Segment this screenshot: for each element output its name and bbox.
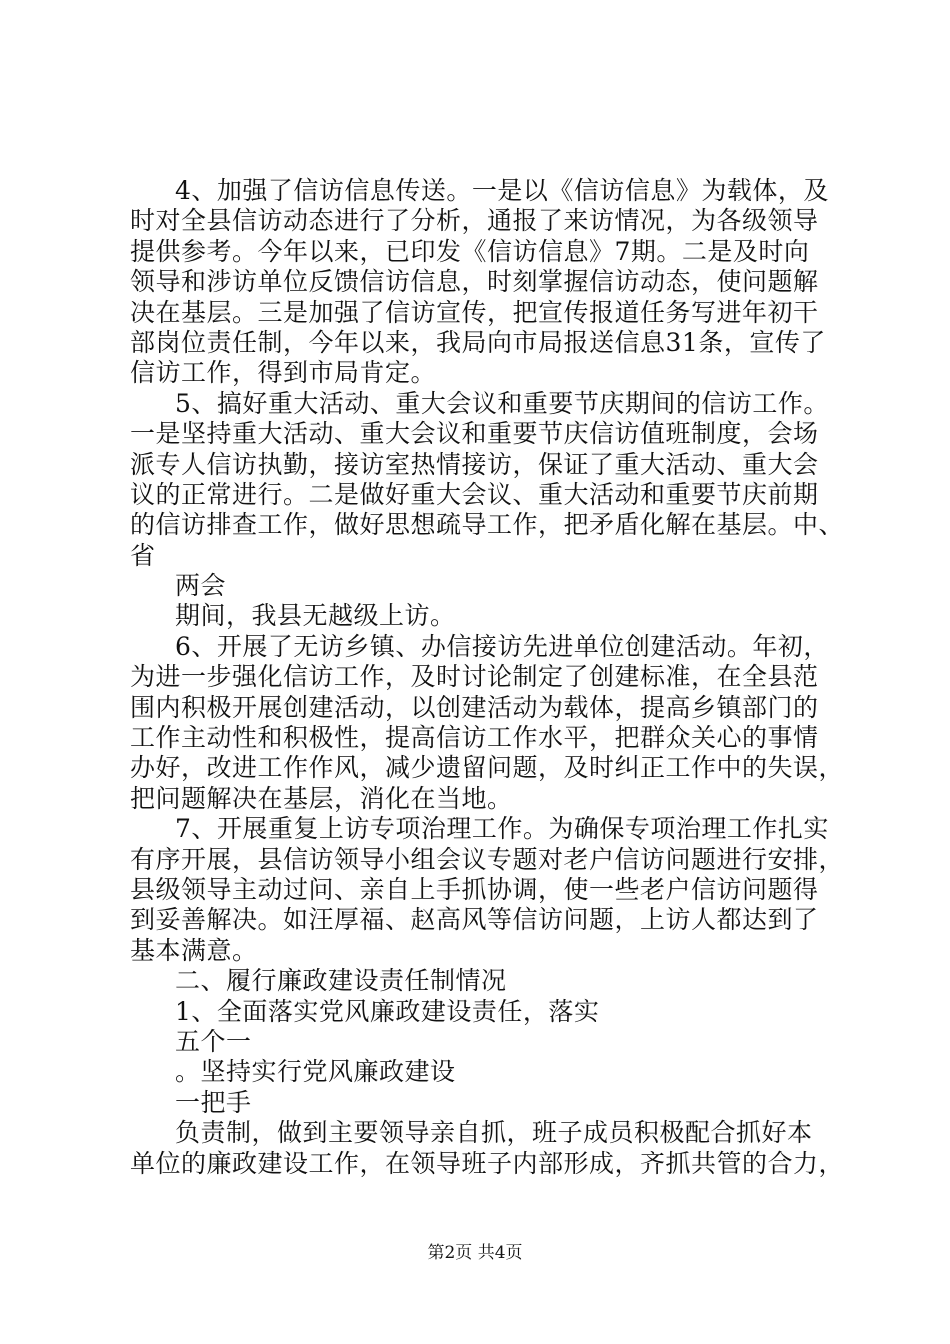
text-line: 7、开展重复上访专项治理工作。为确保专项治理工作扎实 <box>175 814 829 844</box>
page-footer: 第2页 共4页 <box>427 1243 523 1263</box>
text-line: 县级领导主动过问、亲自上手抓协调，使一些老户信访问题得 <box>130 874 819 904</box>
text-line: 派专人信访执勤，接访室热情接访，保证了重大活动、重大会 <box>130 449 819 479</box>
text-line: 办好，改进工作作风，减少遗留问题，及时纠正工作中的失误， <box>130 753 845 783</box>
text-line: 议的正常进行。二是做好重大会议、重大活动和重要节庆前期 <box>130 479 819 509</box>
text-line: 基本满意。 <box>130 935 258 965</box>
text-line: 期间，我县无越级上访。 <box>175 601 456 631</box>
document-body <box>130 176 845 1179</box>
text-line: 信访工作，得到市局肯定。 <box>130 358 437 388</box>
text-line: 部岗位责任制，今年以来，我局向市局报送信息31条，宣传了 <box>130 327 826 357</box>
text-line: 把问题解决在基层，消化在当地。 <box>130 783 513 813</box>
text-line: 两会 <box>175 571 227 601</box>
text-line: 有序开展，县信访领导小组会议专题对老户信访问题进行安排， <box>130 844 845 874</box>
text-line: 时对全县信访动态进行了分析，通报了来访情况，为各级领导 <box>130 206 819 236</box>
text-line: 4、加强了信访信息传送。一是以《信访信息》为载体，及 <box>175 176 829 205</box>
text-line: 五个一 <box>175 1026 252 1056</box>
text-line: 工作主动性和积极性，提高信访工作水平，把群众关心的事情 <box>130 723 819 753</box>
text-line: 决在基层。三是加强了信访宣传，把宣传报道任务写进年初干 <box>130 297 819 327</box>
text-line: 5、搞好重大活动、重大会议和重要节庆期间的信访工作。 <box>175 388 829 418</box>
text-line: 领导和涉访单位反馈信访信息，时刻掌握信访动态，使问题解 <box>130 267 819 297</box>
text-line: 为进一步强化信访工作，及时讨论制定了创建标准，在全县范 <box>130 662 819 692</box>
text-line: 省 <box>130 540 156 570</box>
text-line: 。坚持实行党风廉政建设 <box>175 1057 456 1087</box>
text-line: 一是坚持重大活动、重大会议和重要节庆信访值班制度，会场 <box>130 419 819 449</box>
text-line: 的信访排查工作，做好思想疏导工作，把矛盾化解在基层。中、 <box>130 510 845 540</box>
text-line: 单位的廉政建设工作，在领导班子内部形成，齐抓共管的合力， <box>130 1148 845 1178</box>
text-line: 一把手 <box>175 1087 252 1117</box>
text-line: 1、全面落实党风廉政建设责任，落实 <box>175 996 600 1026</box>
text-line: 负责制，做到主要领导亲自抓，班子成员积极配合抓好本 <box>175 1118 813 1148</box>
text-line: 围内积极开展创建活动，以创建活动为载体，提高乡镇部门的 <box>130 692 819 722</box>
text-line: 到妥善解决。如汪厚福、赵高风等信访问题，上访人都达到了 <box>130 905 819 935</box>
text-line: 提供参考。今年以来，已印发《信访信息》7期。二是及时向 <box>130 236 810 266</box>
text-line: 6、开展了无访乡镇、办信接访先进单位创建活动。年初， <box>175 631 829 661</box>
text-line: 二、履行廉政建设责任制情况 <box>175 966 507 996</box>
